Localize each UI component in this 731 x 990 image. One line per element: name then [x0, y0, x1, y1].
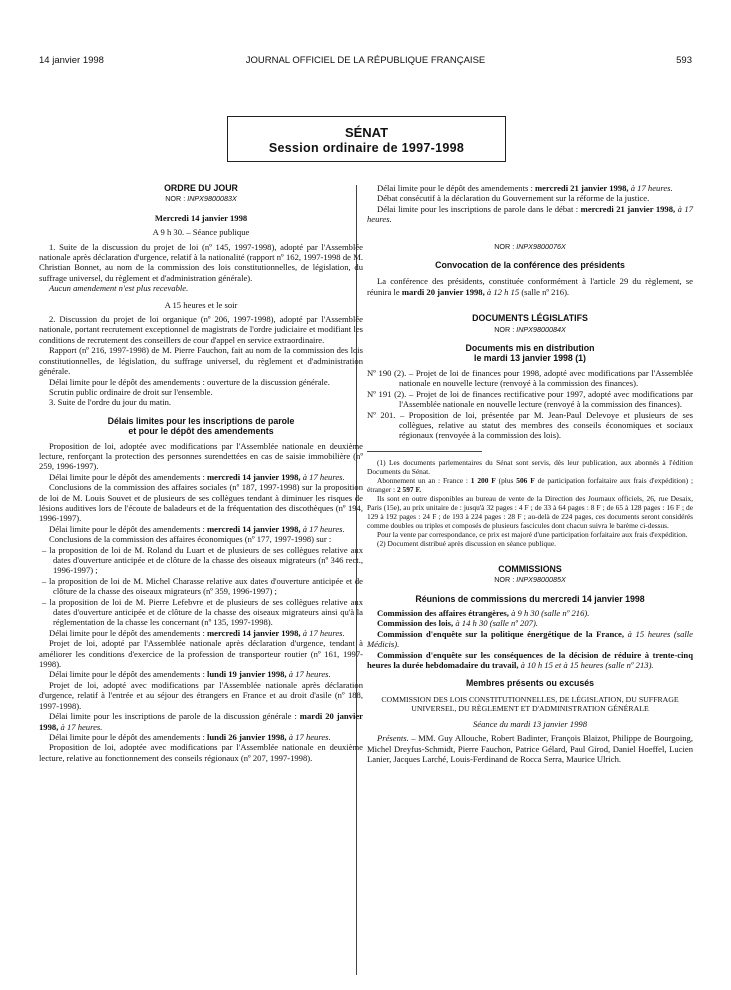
- distribution-title-line2: le mardi 13 janvier 1998 (1): [474, 353, 586, 364]
- distribution-title-line1: Documents mis en distribution: [465, 343, 595, 354]
- commission-1: Commission des affaires étrangères, à 9 h 30 (salle nº 216).: [377, 607, 590, 618]
- header-journal-title: JOURNAL OFFICIEL DE LA RÉPUBLIQUE FRANÇAISE: [245, 55, 486, 66]
- header-date: 14 janvier 1998: [39, 55, 104, 66]
- conv-nor: NOR : INPX9800076X: [494, 241, 566, 251]
- agenda-item-2: 2. Discussion du projet de loi organique (nº 206, 1997-1998), adopté par l'Assemblée nationale, portant recrutement exceptionnel de magistrats de l'ordre judiciaire et modifiant les conditions de recrutement des conseillers de cour d'appel en service extraordinaire.: [39, 314, 363, 345]
- agenda-item-3: 3. Suite de l'ordre du jour du matin.: [49, 397, 172, 408]
- commission-2: Commission des lois, à 14 h 30 (salle nº 207).: [377, 618, 538, 629]
- agenda-item-1: 1. Suite de la discussion du projet de loi (nº 145, 1997-1998), adopté par l'Assemblée nationale après déclaration d'urgence, relatif à la nationalité (rapport nº 162, 1997-1998 de M. Christian Bonnet, au nom de la commission des lois constitutionnelles, de législation, du suffrage universel, du règlement et d'administration générale).: [39, 241, 363, 283]
- sitting-morning: A 9 h 30. – Séance publique: [152, 227, 250, 238]
- footnote-1: (1) Les documents parlementaires du Sénat sont servis, dès leur publication, aux abonnés à l'édition Documents du Sénat.: [367, 457, 693, 476]
- reunions-title: Réunions de commissions du mercredi 14 janvier 1998: [415, 593, 645, 604]
- delai-text-4: Projet de loi, adopté par l'Assemblée nationale après déclaration d'urgence, tendant à améliorer les conditions d'exercice de la profession de transporteur routier (nº 161, 1997-1998).: [39, 638, 363, 670]
- delais-title-line2: et pour le dépôt des amendements: [128, 426, 274, 437]
- delai-bullet-2: – la proposition de loi de M. Michel Charasse relative aux dates d'ouverture anticipée et de clôture de la chasse des oiseaux migrateurs (nº 359, 1996-1997) ;: [42, 575, 363, 597]
- delai-deadline-5: Délai limite pour le dépôt des amendements : lundi 26 janvier 1998, à 17 heures.: [49, 731, 331, 742]
- session-title: Session ordinaire de 1997-1998: [268, 141, 465, 155]
- document-191: Nº 191 (2). – Projet de loi de finances rectificative pour 1997, adopté avec modifications par l'Assemblée nationale en nouvelle lecture (renvoyé à la commission des finances).: [367, 388, 693, 410]
- delai-deadline-2: Délai limite pour le dépôt des amendements : mercredi 14 janvier 1998, à 17 heures.: [49, 523, 345, 534]
- day-heading: Mercredi 14 janvier 1998: [154, 212, 248, 223]
- right-deadline-1: Délai limite pour le dépôt des amendements : mercredi 21 janvier 1998, à 17 heures.: [377, 183, 673, 193]
- commission-4: Commission d'enquête sur les conséquences de la décision de réduire à trente-cinq heures la durée hebdomadaire du travail, à 10 h 15 et à 15 heures (salle nº 213).: [367, 649, 693, 670]
- membres-title: Membres présents ou excusés: [465, 678, 595, 689]
- comm-nor: NOR : INPX9800085X: [494, 575, 566, 585]
- delai-deadline-4: Délai limite pour le dépôt des amendements : lundi 19 janvier 1998, à 17 heures.: [49, 669, 331, 680]
- delai-inscription-5: Délai limite pour les inscriptions de parole de la discussion générale : mardi 20 janvier 1998, à 17 heures.: [39, 711, 363, 732]
- agenda-item-1-note: Aucun amendement n'est plus recevable.: [49, 283, 189, 294]
- ordre-du-jour-title: ORDRE DU JOUR: [164, 183, 238, 193]
- senat-title: SÉNAT: [344, 125, 389, 140]
- right-debat: Débat consécutif à la déclaration du Gouvernement sur la réforme de la justice.: [377, 193, 650, 204]
- agenda-item-2-rapport: Rapport (nº 216, 1997-1998) de M. Pierre Fauchon, fait au nom de la commission des lois constitutionnelles, de législation, du suffrage universel, du règlement et d'administration générale.: [39, 345, 363, 377]
- commission-3: Commission d'enquête sur la politique énergétique de la France, à 15 heures (salle Médicis).: [367, 628, 694, 650]
- footnote-rule: [367, 451, 482, 452]
- agenda-item-2-delai: Délai limite pour le dépôt des amendements : ouverture de la discussion générale.: [49, 376, 330, 387]
- docs-legislatifs-title: DOCUMENTS LÉGISLATIFS: [472, 313, 588, 324]
- delai-text-5: Projet de loi, adopté avec modifications par l'Assemblée nationale après déclaration d'urgence, relatif à l'entrée et au séjour des étrangers en France et au droit d'asile (nº 188, 1997-1998).: [39, 679, 363, 711]
- footnote-abonnement: Abonnement un an : France : 1 200 F (plus 506 F de participation forfaitaire aux frais d'expédition) ; étranger : 2 597 F.: [367, 475, 693, 494]
- footnote-correspondance: Pour la vente par correspondance, ce prix est majoré d'une participation forfaitaire aux frais d'expédition.: [377, 529, 688, 539]
- conv-text: La conférence des présidents, constituée conformément à l'article 29 du règlement, se réunira le mardi 20 janvier 1998, à 12 h 15 (salle nº 216).: [367, 276, 693, 297]
- sitting-afternoon: A 15 heures et le soir: [164, 299, 238, 310]
- right-column: [367, 183, 693, 764]
- delai-bullet-1: – la proposition de loi de M. Roland du Luart et de plusieurs de ses collègues relative aux dates d'ouverture anticipée et de clôture de la chasse des oiseaux migrateurs (nº 346 rect., 1996-1997) ;: [42, 544, 363, 576]
- senat-title-box: [227, 116, 506, 162]
- delai-bullet-3: – la proposition de loi de M. Pierre Lefebvre et de plusieurs de ses collègues relative aux dates d'ouverture anticipée et de clôture de la chasse des oiseaux migrateurs ainsi qu'à la réglementation de la chasse les concernant (nº 135, 1997-1998).: [42, 596, 363, 628]
- footnote-prix: Ils sont en outre disponibles au bureau de vente de la Direction des Journaux officiels, 26, rue Desaix, Paris (15e), au prix unitaire de : jusqu'à 32 pages : 4 F ; de 33 à 64 pages : 8 F ; de 65 à 128 pages : 16 F ; de 129 à 192 pages : 24 F ; de 193 à 224 pages : 28 F ; au-delà de 224 pages, ces documents seront considérés comme doubles ou triples et composés de plusieurs fascicules dont chacun suivra le barème ci-dessus.: [367, 493, 693, 530]
- docs-nor: NOR : INPX9800084X: [494, 324, 566, 334]
- header-page-number: 593: [676, 55, 692, 66]
- footnote-2: (2) Document distribué après discussion en séance publique.: [377, 538, 556, 548]
- commissions-title: COMMISSIONS: [498, 563, 562, 574]
- document-190: Nº 190 (2). – Projet de loi de finances pour 1998, adopté avec modifications par l'Assemblée nationale en nouvelle lecture (renvoyé à la commission des finances).: [367, 367, 693, 389]
- delai-text-1: Proposition de loi, adoptée avec modifications par l'Assemblée nationale en deuxième lecture, renforçant la protection des personnes surendettées en cas de saisie immobilière (nº 259, 1996-1997).: [39, 440, 363, 472]
- seance-date: Séance du mardi 13 janvier 1998: [472, 718, 587, 729]
- left-column: [39, 183, 363, 763]
- delai-text-3: Conclusions de la commission des affaires économiques (nº 177, 1997-1998) sur :: [49, 534, 332, 545]
- ordre-nor: NOR : INPX9800083X: [165, 194, 237, 204]
- document-201: Nº 201. – Proposition de loi, présentée par M. Jean-Paul Delevoye et plusieurs de ses collègues, relative au statut des membres des conseils économiques et sociaux régionaux (renvoyée à la commission des lois).: [367, 409, 693, 441]
- delai-text-2: Conclusions de la commission des affaires sociales (nº 187, 1997-1998) sur la proposition de loi de M. Louis Souvet et de plusieurs de ses collègues tendant à diminuer les risques de lésions auditives lors de l'écoute de baladeurs et de la fréquentation des discothèques (nº 194, 1996-1997).: [39, 482, 363, 524]
- agenda-item-2-scrutin: Scrutin public ordinaire de droit sur l'ensemble.: [49, 386, 213, 397]
- presents-list: Présents. – MM. Guy Allouche, Robert Badinter, François Blaizot, Philippe de Bourgoing, Michel Dreyfus-Schmidt, Pierre Fauchon, Patrice Gélard, Paul Girod, Daniel Hoeffel, Lucien Lanier, Jacques Larché, Louis-Ferdinand de Rocca Serra, Maurice Ulrich.: [367, 733, 693, 764]
- delais-title-line1: Délais limites pour les inscriptions de parole: [107, 415, 295, 426]
- right-deadline-2: Délai limite pour les inscriptions de parole dans le débat : mercredi 21 janvier 1998, à 17 heures.: [367, 203, 693, 225]
- delai-text-6: Proposition de loi, adoptée avec modifications par l'Assemblée nationale en deuxième lecture, relative au fonctionnement des conseils régionaux (nº 207, 1997-1998).: [39, 742, 363, 763]
- delai-deadline-3: Délai limite pour le dépôt des amendements : mercredi 14 janvier 1998, à 17 heures.: [49, 627, 345, 638]
- conv-title: Convocation de la conférence des présidents: [435, 260, 625, 271]
- delai-deadline-1: Délai limite pour le dépôt des amendements : mercredi 14 janvier 1998, à 17 heures.: [49, 471, 345, 482]
- commission-lois-heading: COMMISSION DES LOIS CONSTITUTIONNELLES, DE LÉGISLATION, DU SUFFRAGE UNIVERSEL, DU RÈGLEMENT ET D'ADMINISTRATION GÉNÉRALE: [381, 694, 679, 713]
